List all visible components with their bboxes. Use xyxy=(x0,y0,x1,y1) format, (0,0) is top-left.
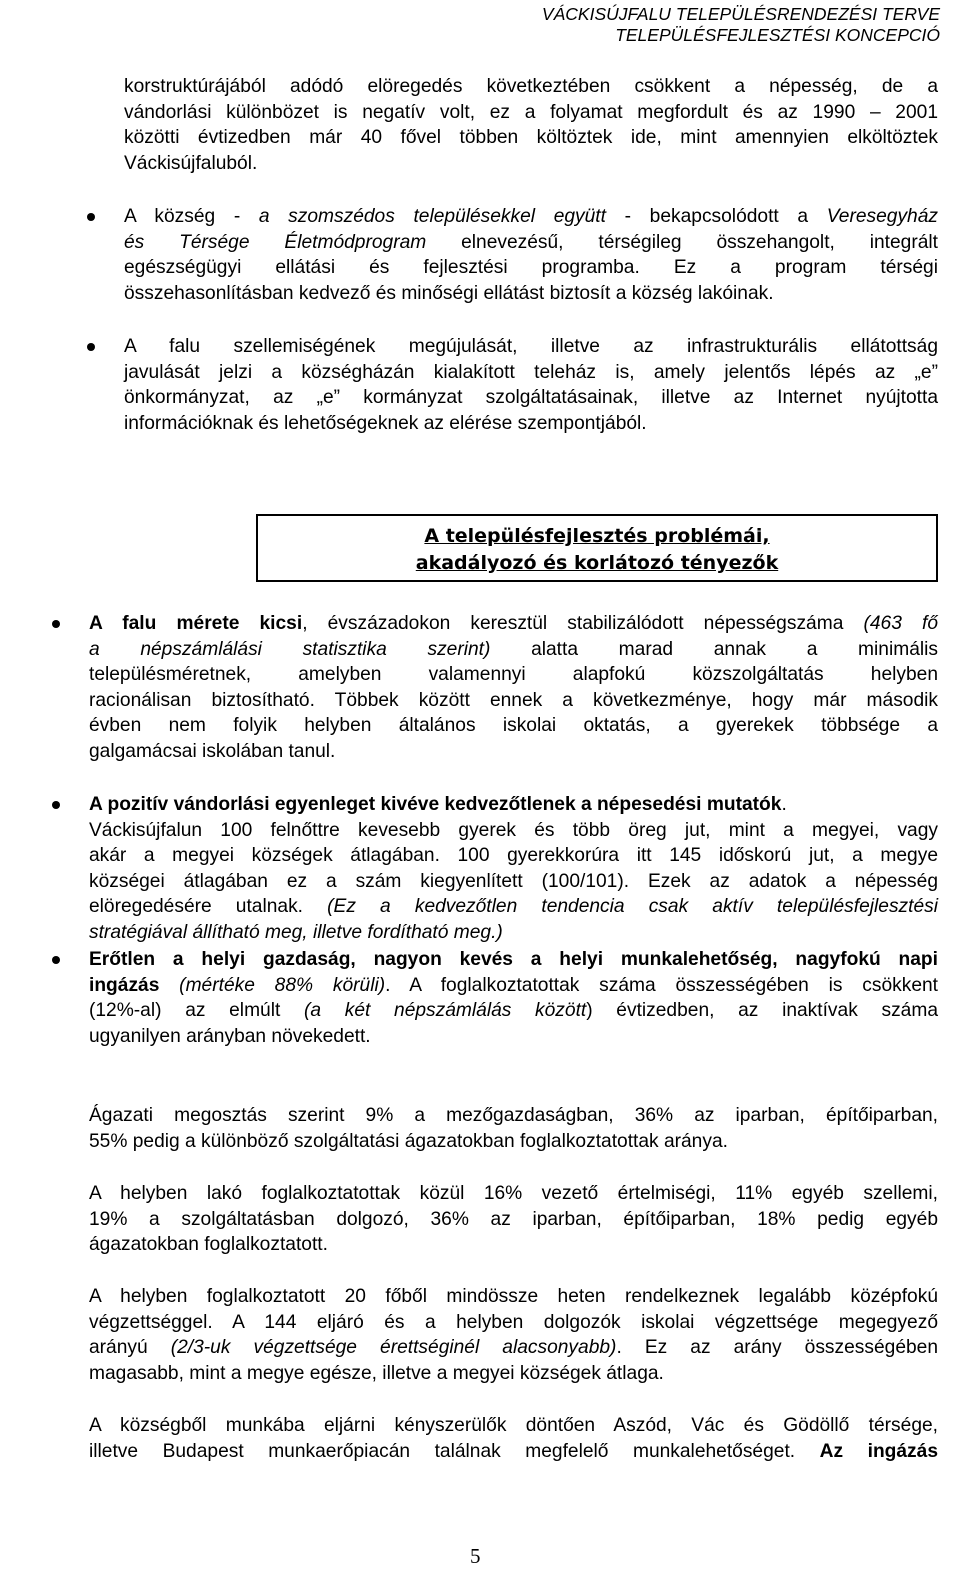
bullet-paragraph-1 xyxy=(124,204,938,306)
text-line: javulását jelzi a községházán kialakított teleház is, amely jelentős lépés az „e” xyxy=(124,361,938,383)
text-line: A falu szellemiségének megújulását, illetve az infrastrukturális ellátottság xyxy=(124,336,938,357)
employment-paragraph xyxy=(89,1181,938,1258)
text-line: A pozitív vándorlási egyenleget kivéve kedvezőtlenek a népesedési mutatók. xyxy=(89,794,787,815)
document-header xyxy=(542,4,940,46)
text-line: stratégiával állítható meg, illetve fordítható meg.) xyxy=(89,921,503,943)
section-title-box xyxy=(256,514,938,582)
problem-paragraph-2 xyxy=(89,792,938,946)
bullet-icon xyxy=(87,343,95,351)
text-line: A falu mérete kicsi, évszázadokon keresztül stabilizálódott népességszáma (463 fő xyxy=(89,613,938,634)
text-line: összehasonlításban kedvező és minőségi ellátást biztosít a község lakóinak. xyxy=(124,282,774,304)
text-line: A helyben lakó foglalkoztatottak közül 16% vezető értelmiségi, 11% egyéb szellemi, xyxy=(89,1183,938,1204)
text-line: ugyanilyen arányban növekedett. xyxy=(89,1025,371,1047)
sector-paragraph xyxy=(89,1103,938,1154)
text-line: közötti évtizedben már 40 fővel többen költöztek ide, mint amennyien elköltöztek xyxy=(124,127,938,149)
text-line: illetve Budapest munkaerőpiacán találnak megfelelő munkalehetőséget. Az ingázás xyxy=(89,1440,938,1462)
text-line: községei átlagában ez a szám kiegyenlített (100/101). Ezek az adatok a népesség xyxy=(89,870,938,892)
text-line: önkormányzat, az „e” kormányzat szolgáltatásainak, illetve az Internet nyújtotta xyxy=(124,387,938,409)
text-line: ágazatokban foglalkoztatott. xyxy=(89,1234,328,1256)
text-line: évben nem folyik helyben általános iskolai oktatás, a gyerekek többsége a xyxy=(89,715,938,737)
text-line: településméretnek, amelyben valamennyi alapfokú közszolgáltatás helyben xyxy=(89,664,938,686)
text-line: A helyben foglalkoztatott 20 főből mindössze heten rendelkeznek legalább középfokú xyxy=(89,1286,938,1307)
text-line: akár a megyei községek átlagában. 100 gyerekkorúra itt 145 időskorú jut, a megye xyxy=(89,845,938,867)
text-line: Váckisújfalun 100 felnőttre kevesebb gyerek és több öreg jut, mint a megyei, vagy xyxy=(89,819,938,841)
text-line: A községből munkába eljárni kényszerülők döntően Aszód, Vác és Gödöllő térsége, xyxy=(89,1415,938,1436)
problem-paragraph-1 xyxy=(89,611,938,765)
header-subtitle: TELEPÜLÉSFEJLESZTÉSI KONCEPCIÓ xyxy=(615,25,940,45)
text-line: Ágazati megosztás szerint 9% a mezőgazdaságban, 36% az iparban, építőiparban, xyxy=(89,1105,938,1126)
text-line: galgamácsai iskolában tanul. xyxy=(89,740,336,762)
text-line: vándorlási különbözet is negatív volt, ez a folyamat megfordult és az 1990 – 2001 xyxy=(124,101,938,123)
bullet-paragraph-2 xyxy=(124,334,938,436)
section-title-line-2: akadályozó és korlátozó tényezők xyxy=(415,552,779,574)
text-line: információknak és lehetőségeknek az elérése szempontjából. xyxy=(124,412,647,434)
text-line: korstruktúrájából adódó elöregedés következtében csökkent a népesség, de a xyxy=(124,76,938,97)
text-line: (12%-al) az elmúlt (a két népszámlálás között) évtizedben, az inaktívak száma xyxy=(89,1000,938,1022)
text-line: 55% pedig a különböző szolgáltatási ágazatokban foglalkoztatottak aránya. xyxy=(89,1130,728,1152)
text-line: Váckisújfaluból. xyxy=(124,152,258,174)
bullet-icon xyxy=(87,213,95,221)
text-line: arányú (2/3-uk végzettsége érettséginél alacsonyabb). Ez az arány összességében xyxy=(89,1337,938,1359)
text-line: magasabb, mint a megye egésze, illetve a megyei községek átlaga. xyxy=(89,1362,664,1384)
intro-paragraph xyxy=(124,74,938,176)
text-line: A község - a szomszédos településekkel együtt - bekapcsolódott a Veresegyház xyxy=(124,206,938,227)
text-line: racionálisan biztosítható. Többek között ennek a következménye, hogy már második xyxy=(89,689,938,711)
text-line: és Térsége Életmódprogram elnevezésű, térségileg összehangolt, integrált xyxy=(124,231,938,253)
text-line: a népszámlálási statisztika szerint) alatta marad annak a minimális xyxy=(89,638,938,660)
commuting-paragraph xyxy=(89,1413,938,1464)
header-title: VÁCKISÚJFALU TELEPÜLÉSRENDEZÉSI TERVE xyxy=(541,4,940,24)
education-paragraph xyxy=(89,1284,938,1386)
page-number: 5 xyxy=(470,1544,481,1568)
bullet-icon xyxy=(52,801,60,809)
bullet-icon xyxy=(52,620,60,628)
text-line: 19% a szolgáltatásban dolgozó, 36% az iparban, építőiparban, 18% pedig egyéb xyxy=(89,1208,938,1230)
problem-paragraph-3 xyxy=(89,947,938,1049)
text-line: elöregedésére utalnak. (Ez a kedvezőtlen tendencia csak aktív településfejlesztési xyxy=(89,896,938,918)
text-line: Erőtlen a helyi gazdaság, nagyon kevés a helyi munkalehetőség, nagyfokú napi xyxy=(89,949,938,970)
text-line: ingázás (mértéke 88% körüli). A foglalkoztatottak száma összességében is csökkent xyxy=(89,974,938,996)
text-line: végzettséggel. A 144 eljáró és a helyben dolgozók iskolai végzettsége megegyező xyxy=(89,1311,938,1333)
section-title-line-1: A településfejlesztés problémái, xyxy=(424,525,770,547)
text-line: egészségügyi ellátási és fejlesztési programba. Ez a program térségi xyxy=(124,257,938,279)
bullet-icon xyxy=(52,956,60,964)
